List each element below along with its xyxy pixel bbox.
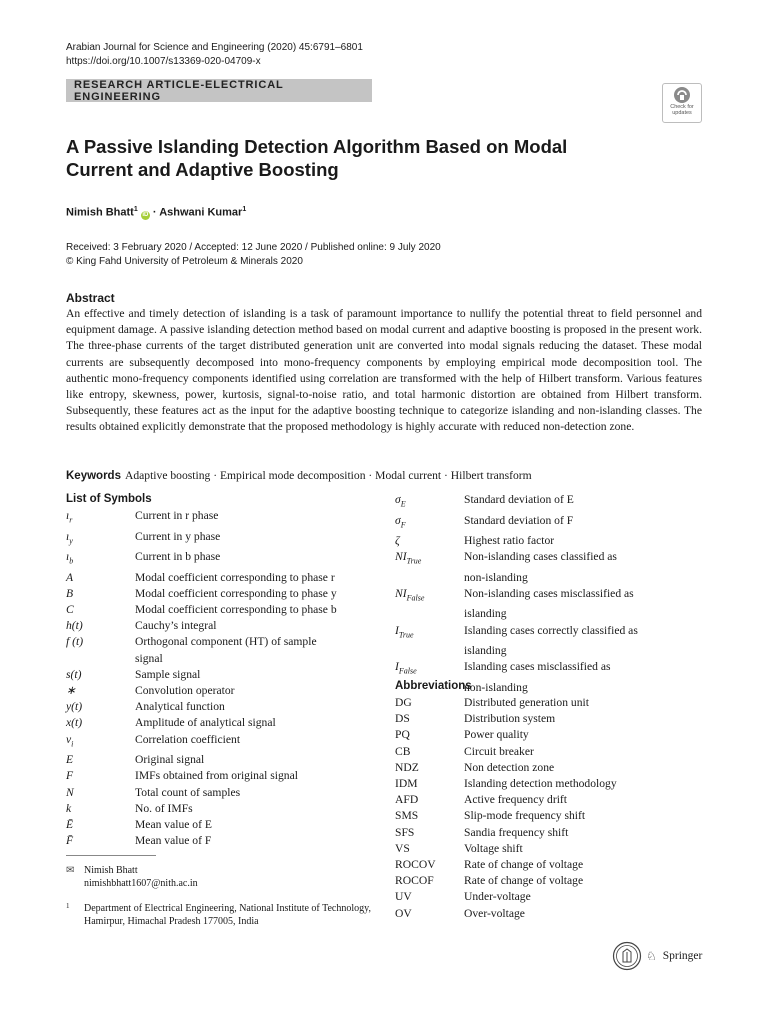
definition: Rate of change of voltage	[464, 874, 584, 888]
definition: Slip-mode frequency shift	[464, 809, 586, 823]
contact-email-link[interactable]: nimishbhatt1607@nith.ac.in	[84, 878, 198, 889]
definition: islanding	[464, 644, 507, 658]
definition: Islanding cases misclassified as	[464, 660, 611, 674]
symbol: VS	[395, 841, 410, 855]
symbol: $ı_b$	[66, 550, 74, 566]
symbol: DS	[395, 712, 410, 726]
symbol-row	[66, 586, 356, 602]
symbol-row	[66, 508, 356, 529]
footnote-divider	[66, 855, 156, 856]
publisher-name: Springer	[662, 950, 703, 962]
definition: Over-voltage	[464, 906, 525, 920]
symbol-row	[395, 659, 705, 680]
definition: Non-islanding cases misclassified as	[464, 586, 634, 600]
abbreviation-row	[395, 906, 705, 922]
symbol: F	[66, 769, 74, 783]
definition: Amplitude of analytical signal	[135, 716, 276, 730]
definition: Modal coefficient corresponding to phase b	[135, 602, 337, 616]
symbol	[66, 651, 135, 667]
symbol: UV	[395, 890, 412, 904]
symbol: $ı_y$	[66, 529, 73, 545]
definition: Active frequency drift	[464, 793, 568, 807]
article-title: A Passive Islanding Detection Algorithm Based on Modal Current and Adaptive Boosting	[66, 136, 568, 180]
symbol-row	[395, 623, 705, 644]
symbol: x(t)	[66, 716, 83, 730]
symbol: NDZ	[395, 760, 419, 774]
mail-icon: ✉	[66, 865, 75, 876]
symbol: $NI_{True}$	[395, 550, 422, 566]
definition: Sandia frequency shift	[464, 825, 569, 839]
definition: Mean value of E	[135, 817, 212, 831]
springer-horse-icon: ♘	[646, 948, 657, 963]
abbreviation-row	[395, 857, 705, 873]
abbreviation-row	[395, 727, 705, 743]
symbol-row	[395, 586, 705, 607]
category-label: RESEARCH ARTICLE-ELECTRICAL ENGINEERING	[74, 78, 284, 103]
symbol: A	[66, 570, 74, 584]
definition: Distribution system	[464, 712, 556, 726]
abbreviation-row	[395, 841, 705, 857]
symbol-row	[395, 533, 705, 549]
abbreviation-row	[395, 744, 705, 760]
affiliation-number: 1	[66, 902, 70, 910]
definition: Orthogonal component (HT) of sample	[135, 635, 317, 649]
symbol: PQ	[395, 728, 410, 742]
definition: No. of IMFs	[135, 801, 193, 815]
symbol-row	[66, 651, 356, 667]
author-affil-sup: 1	[133, 206, 138, 213]
definition: non-islanding	[464, 570, 528, 584]
keywords-line	[66, 469, 532, 482]
publication-dates: Received: 3 February 2020 / Accepted: 12 June 2020 / Published online: 9 July 2020	[66, 242, 441, 253]
check-updates-line2: updates	[672, 110, 692, 116]
symbol: s(t)	[66, 667, 82, 681]
symbol: y(t)	[66, 700, 83, 714]
author-name[interactable]: Ashwani Kumar	[159, 206, 243, 219]
symbol-row	[395, 643, 705, 659]
definition: Non-islanding cases classified as	[464, 550, 617, 564]
abbreviations-list	[395, 695, 705, 922]
definition: Under-voltage	[464, 890, 531, 904]
abbreviation-row	[395, 695, 705, 711]
symbol: ζ	[395, 534, 400, 548]
symbol: $\sigma_E$	[395, 493, 406, 509]
symbol-row	[395, 492, 705, 513]
definition: Islanding detection methodology	[464, 777, 617, 791]
symbol: C	[66, 602, 74, 616]
symbol: OV	[395, 906, 412, 920]
definition: Analytical function	[135, 700, 225, 714]
definition: Sample signal	[135, 667, 201, 681]
symbol: AFD	[395, 793, 419, 807]
doi-link[interactable]: https://doi.org/10.1007/s13369-020-04709-x	[66, 56, 261, 67]
symbol-row	[66, 634, 356, 650]
symbol: N	[66, 785, 74, 799]
symbol: ROCOF	[395, 874, 434, 888]
symbol: Ē	[66, 817, 74, 831]
abbreviation-row	[395, 792, 705, 808]
definition: Current in r phase	[135, 509, 219, 522]
abstract-heading: Abstract	[66, 291, 115, 305]
symbol-row	[66, 715, 356, 731]
definition: Power quality	[464, 728, 529, 742]
symbol: B	[66, 586, 74, 600]
affiliation-text: Department of Electrical Engineering, National Institute of Technology, Hamirpur, Himachal Pradesh 177005, India	[84, 903, 371, 927]
symbol-row	[395, 513, 705, 534]
symbol: $\nu_i$	[66, 732, 74, 748]
symbols-heading: List of Symbols	[66, 493, 152, 505]
definition: Rate of change of voltage	[464, 858, 584, 872]
check-updates-line1: Check for	[670, 104, 694, 110]
contact-name: Nimish Bhatt	[84, 865, 138, 876]
definition: non-islanding	[464, 680, 528, 694]
symbol	[395, 570, 464, 586]
symbols-list	[66, 508, 356, 849]
symbol-row	[395, 570, 705, 586]
definition: Correlation coefficient	[135, 732, 241, 746]
definition: Convolution operator	[135, 683, 235, 697]
definition: Distributed generation unit	[464, 696, 589, 709]
definition: Standard deviation of F	[464, 513, 574, 527]
abbreviation-row	[395, 711, 705, 727]
symbol: k	[66, 801, 72, 815]
symbol: $NI_{False}$	[395, 586, 425, 603]
symbol: E	[66, 753, 74, 767]
symbol: SFS	[395, 825, 415, 839]
definition: Original signal	[135, 753, 205, 767]
symbol: SMS	[395, 809, 419, 823]
symbol-row	[66, 817, 356, 833]
symbol-row	[66, 785, 356, 801]
symbol: $I_{True}$	[395, 623, 414, 639]
symbol-row	[66, 667, 356, 683]
symbol: ∗	[66, 683, 76, 697]
copyright-notice: © King Fahd University of Petroleum & Minerals 2020	[66, 256, 303, 267]
symbol: $\sigma_F$	[395, 513, 406, 529]
symbol: $I_{False}$	[395, 660, 417, 676]
definition: Non detection zone	[464, 760, 555, 774]
author-separator: ·	[149, 206, 160, 219]
definition: Standard deviation of E	[464, 493, 574, 506]
keywords-label: Keywords	[66, 470, 121, 482]
symbol-row	[66, 833, 356, 849]
definition: Islanding cases correctly classified as	[464, 623, 638, 637]
definition: Cauchy’s integral	[135, 619, 217, 633]
author-affil-sup: 1	[242, 206, 247, 213]
definition: Current in b phase	[135, 550, 221, 564]
abstract-text: An effective and timely detection of islanding is a task of paramount importance to nullify the potential threat to field personnel and equipment damage. A passive islanding detection method based on modal current and adaptive boosting is proposed in the present work. The three-phase currents of the target distributed generation unit are converted into modal signals reducing the dataset. These modal currents are subsequently decomposed into mono-frequency components by employing empirical mode decomposition tool. The authentic mono-frequency components identified using correlation are transformed with the help of Hilbert transform. Various features like entropy, skewness, power, kurtosis, signal-to-noise ratio, and total harmonic distortion are obtained from Hilbert transform. Subsequently, these features act as the input for the adaptive boosting technique to categorize islanding and non-islanding classes. The results obtained explicitly demonstrate that the proposed methodology is highly accurate with reduced non-detection zone.	[66, 307, 702, 434]
definition: Voltage shift	[464, 841, 523, 855]
definition: Total count of samples	[135, 785, 241, 799]
symbols-list-continued	[395, 492, 705, 696]
symbol-row	[395, 606, 705, 622]
definition: Highest ratio factor	[464, 534, 555, 548]
symbol-row	[395, 549, 705, 570]
symbol: IDM	[395, 777, 418, 791]
abbreviation-row	[395, 808, 705, 824]
orcid-icon[interactable]: iD	[142, 211, 149, 218]
symbol	[395, 643, 464, 659]
publisher-logo	[612, 941, 702, 971]
definition: Modal coefficient corresponding to phase y	[135, 586, 337, 600]
springer-emblem-icon	[612, 941, 642, 971]
abbreviations-heading: Abbreviations	[395, 680, 472, 692]
symbol: h(t)	[66, 619, 83, 633]
symbol: ROCOV	[395, 858, 436, 872]
abbreviation-row	[395, 760, 705, 776]
check-updates-icon	[673, 86, 691, 104]
symbol-row	[66, 570, 356, 586]
author-line	[66, 203, 246, 220]
symbol-row	[66, 801, 356, 817]
definition: Circuit breaker	[464, 744, 534, 758]
symbol-row	[66, 618, 356, 634]
definition: islanding	[464, 607, 507, 621]
symbol: F̄	[66, 834, 74, 848]
symbol-row	[66, 732, 356, 753]
symbol-row	[66, 549, 356, 570]
author-name[interactable]: Nimish Bhatt	[66, 206, 134, 219]
symbol-row	[66, 683, 356, 699]
definition: IMFs obtained from original signal	[135, 769, 298, 783]
check-for-updates-button[interactable]	[662, 83, 702, 123]
symbol: f (t)	[66, 635, 84, 649]
journal-citation: Arabian Journal for Science and Engineering (2020) 45:6791–6801	[66, 42, 363, 53]
category-banner	[66, 79, 372, 102]
symbol-row	[66, 768, 356, 784]
definition: Mean value of F	[135, 834, 212, 848]
abbreviation-row	[395, 776, 705, 792]
abbreviation-row	[395, 889, 705, 905]
definition: Modal coefficient corresponding to phase r	[135, 570, 335, 584]
corresponding-author	[66, 864, 198, 890]
keywords-text: Adaptive boosting · Empirical mode decomposition · Modal current · Hilbert transform	[124, 469, 532, 482]
symbol	[395, 606, 464, 622]
definition: signal	[135, 651, 163, 665]
symbol-row	[66, 752, 356, 768]
symbol-row	[66, 602, 356, 618]
abbreviation-row	[395, 825, 705, 841]
symbol-row	[66, 529, 356, 550]
symbol: $ı_r$	[66, 509, 73, 525]
symbol-row	[66, 699, 356, 715]
symbol: DG	[395, 696, 412, 709]
abbreviation-row	[395, 873, 705, 889]
symbol: CB	[395, 744, 411, 758]
definition: Current in y phase	[135, 529, 221, 543]
